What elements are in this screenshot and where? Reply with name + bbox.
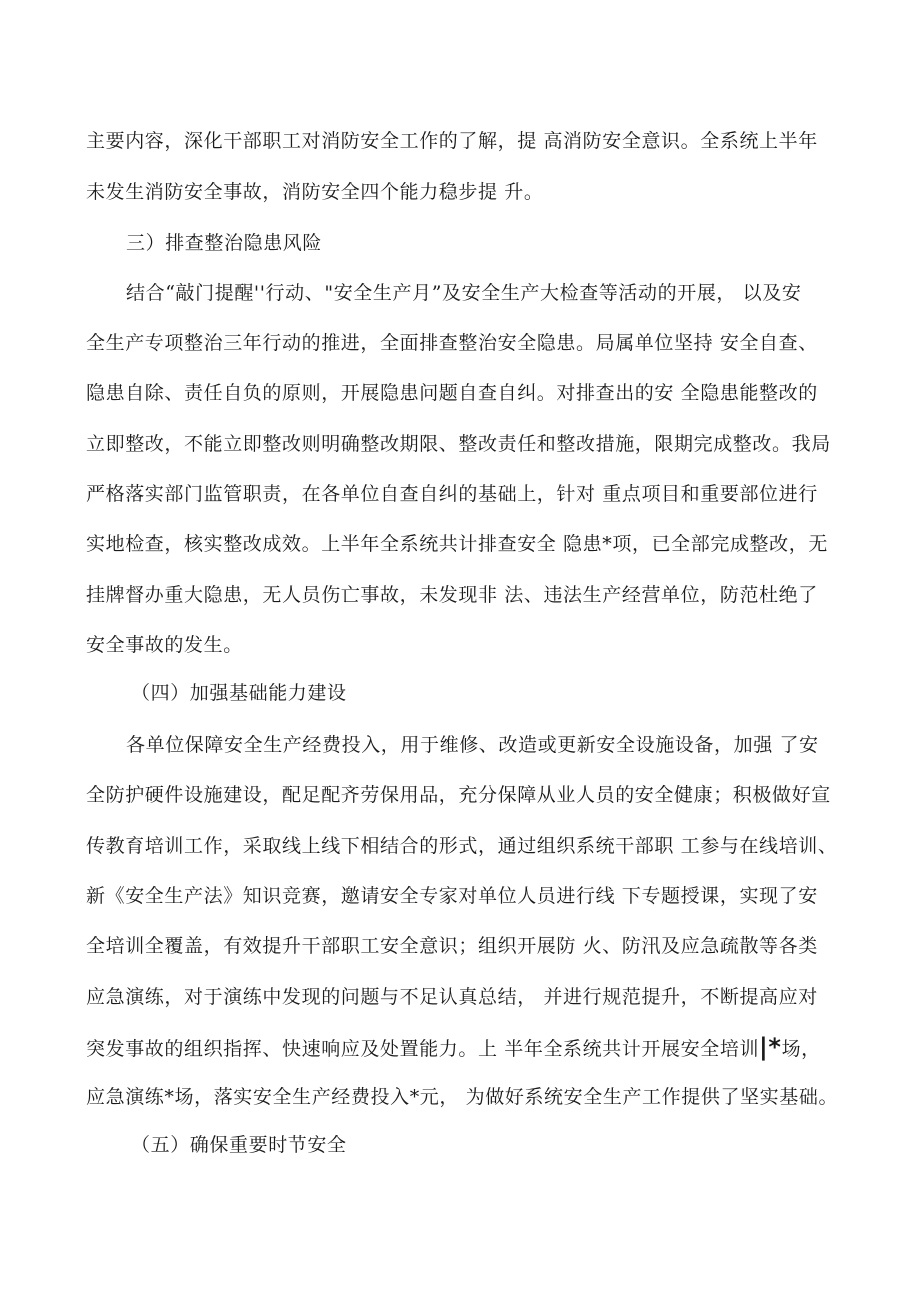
paragraph-line: 安全事故的发生。 <box>86 634 243 656</box>
paragraph-line: 全生产专项整治三年行动的推进，全面排查整治安全隐患。局属单位坚持 安全自查、 <box>86 332 818 354</box>
paragraph-line: 严格落实部门监管职责，在各单位自查自纠的基础上，针对 重点项目和重要部位进行 <box>86 483 818 505</box>
paragraph-line: 应急演练，对于演练中发现的问题与不足认真总结， 并进行规范提升，不断提高应对 <box>86 986 818 1008</box>
paragraph-line: 结合“敲门提醒''行动、"安全生产月”及安全生产大检查等活动的开展， 以及安 <box>126 282 802 304</box>
paragraph-line: 挂牌督办重大隐患，无人员伤亡事故，未发现非 法、违法生产经营单位，防范杜绝了 <box>86 584 818 606</box>
paragraph-line: 全防护硬件设施建设，配足配齐劳保用品，充分保障从业人员的安全健康；积极做好宣 <box>86 784 831 806</box>
paragraph-line: 各单位保障安全生产经费投入，用于维修、改造或更新安全设施设备，加强 了安 <box>126 734 819 756</box>
paragraph-line: 立即整改，不能立即整改则明确整改期限、整改责任和整改措施，限期完成整改。我局 <box>86 433 831 455</box>
paragraph-line: 实地检查，核实整改成效。上半年全系统共计排查安全 隐患*项，已全部完成整改，无 <box>86 533 828 555</box>
paragraph-line: 未发生消防安全事故，消防安全四个能力稳步提 升。 <box>86 181 544 203</box>
paragraph-text: 场， <box>781 1038 821 1060</box>
section-heading: 三）排查整治隐患风险 <box>126 232 323 254</box>
paragraph-line: 新《安全生产法》知识竞赛，邀请安全专家对单位人员进行线 下专题授课，实现了安 <box>86 885 818 907</box>
section-heading: （四）加强基础能力建设 <box>131 682 347 704</box>
paragraph-line <box>86 1035 846 1061</box>
marker-text: |* <box>759 1033 782 1061</box>
paragraph-line: 全培训全覆盖，有效提升干部职工安全意识；组织开展防 火、防汛及应急疏散等各类 <box>86 935 818 957</box>
paragraph-text: 突发事故的组织指挥、快速响应及处置能力。上 半年全系统共计开展安全培训 <box>86 1038 760 1060</box>
paragraph-line: 隐患自除、责任自负的原则，开展隐患问题自查自纠。对排查出的安 全隐患能整改的 <box>86 382 818 404</box>
paragraph-line: 传教育培训工作，采取线上线下相结合的形式，通过组织系统干部职 工参与在线培训、 <box>86 835 838 857</box>
section-heading: （五）确保重要时节安全 <box>131 1134 347 1156</box>
paragraph-line: 主要内容，深化干部职工对消防安全工作的了解，提 高消防安全意识。全系统上半年 <box>86 130 818 152</box>
paragraph-line: 应急演练*场，落实安全生产经费投入*元， 为做好系统安全生产工作提供了坚实基础。 <box>86 1086 839 1108</box>
